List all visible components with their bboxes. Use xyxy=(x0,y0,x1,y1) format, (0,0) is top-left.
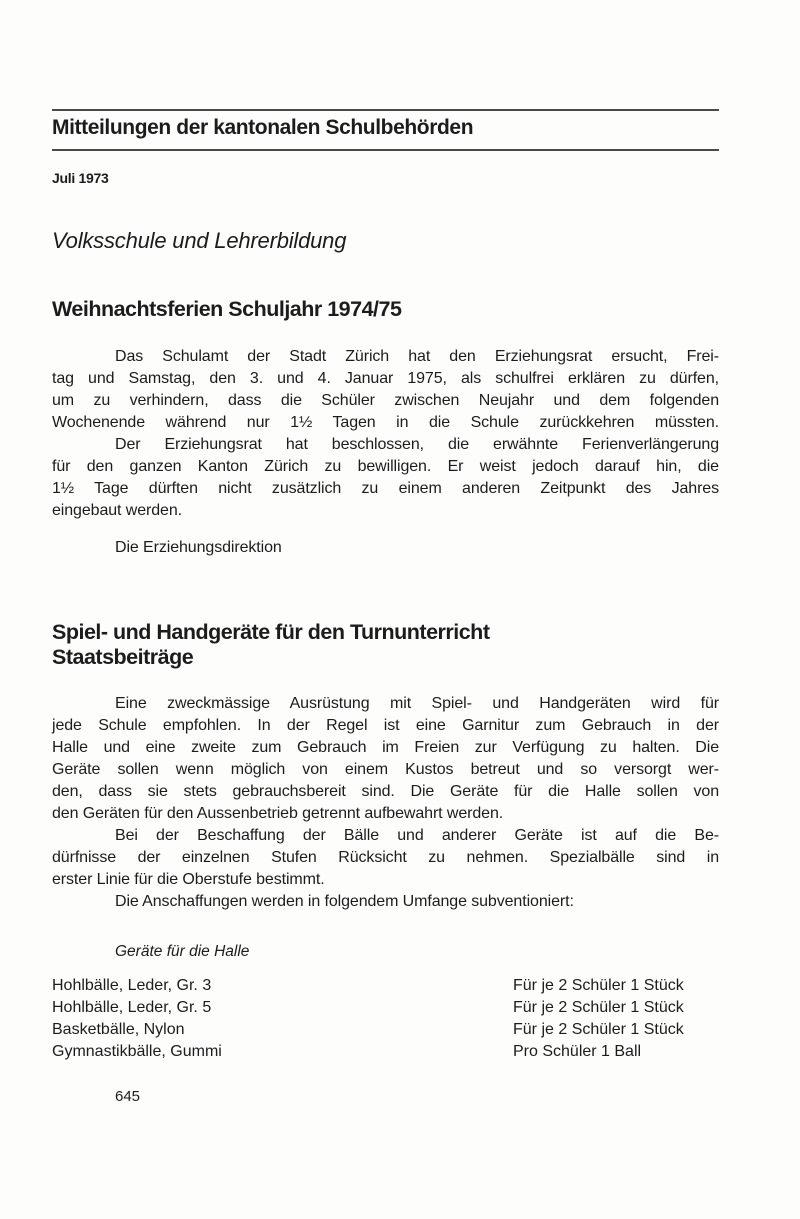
paragraph-line: Eine zweckmässige Ausrüstung mit Spiel- und Handgeräten wird für xyxy=(115,695,719,712)
paragraph-line: um zu verhindern, dass die Schüler zwischen Neujahr und dem folgenden xyxy=(52,392,719,409)
list-title: Geräte für die Halle xyxy=(115,943,250,960)
list-item-allowance: Für je 2 Schüler 1 Stück xyxy=(513,977,684,994)
page-number: 645 xyxy=(115,1088,141,1105)
paragraph-line: Die Anschaffungen werden in folgendem Umfange subventioniert: xyxy=(115,893,574,910)
signature: Die Erziehungsdirektion xyxy=(115,539,282,556)
paragraph-line: Das Schulamt der Stadt Zürich hat den Erziehungsrat ersucht, Frei- xyxy=(115,348,719,365)
list-item-allowance: Für je 2 Schüler 1 Stück xyxy=(513,999,684,1016)
issue-date: Juli 1973 xyxy=(52,170,109,186)
list-item-allowance: Pro Schüler 1 Ball xyxy=(513,1043,642,1060)
paragraph-line: den Geräten für den Aussenbetrieb getrennt aufbewahrt werden. xyxy=(52,805,504,822)
header-title: Mitteilungen der kantonalen Schulbehörden xyxy=(52,116,474,139)
article-subheading: Staatsbeiträge xyxy=(52,645,194,669)
list-item-name: Hohlbälle, Leder, Gr. 5 xyxy=(52,999,212,1016)
list-item-name: Gymnastikbälle, Gummi xyxy=(52,1043,222,1060)
header-bottom-rule xyxy=(52,149,719,151)
paragraph-line: Geräte sollen wenn möglich von einem Kustos betreut und so versorgt wer- xyxy=(52,761,719,778)
paragraph-line: tag und Samstag, den 3. und 4. Januar 1975, als schulfrei erklären zu dürfen, xyxy=(52,370,719,387)
list-item-name: Basketbälle, Nylon xyxy=(52,1021,185,1038)
list-item-allowance: Für je 2 Schüler 1 Stück xyxy=(513,1021,684,1038)
paragraph-line: dürfnisse der einzelnen Stufen Rücksicht zu nehmen. Spezialbälle sind in xyxy=(52,849,719,866)
paragraph-line: für den ganzen Kanton Zürich zu bewilligen. Er weist jedoch darauf hin, die xyxy=(52,458,719,475)
section-label: Volksschule und Lehrerbildung xyxy=(52,228,347,253)
header-top-rule xyxy=(52,109,719,111)
article-heading: Weihnachtsferien Schuljahr 1974/75 xyxy=(52,297,402,321)
list-item-name: Hohlbälle, Leder, Gr. 3 xyxy=(52,977,212,994)
paragraph-line: eingebaut werden. xyxy=(52,502,182,519)
paragraph-line: Der Erziehungsrat hat beschlossen, die erwähnte Ferienverlängerung xyxy=(115,436,719,453)
paragraph-line: den, dass sie stets gebrauchsbereit sind. Die Geräte für die Halle sollen von xyxy=(52,783,719,800)
paragraph-line: Halle und eine zweite zum Gebrauch im Freien zur Verfügung zu halten. Die xyxy=(52,739,719,756)
paragraph-line: 1½ Tage dürften nicht zusätzlich zu einem anderen Zeitpunkt des Jahres xyxy=(52,480,719,497)
article-heading: Spiel- und Handgeräte für den Turnunterricht xyxy=(52,620,490,644)
paragraph-line: Wochenende während nur 1½ Tagen in die Schule zurückkehren müssten. xyxy=(52,414,719,431)
paragraph-line: Bei der Beschaffung der Bälle und anderer Geräte ist auf die Be- xyxy=(115,827,719,844)
paragraph-line: jede Schule empfohlen. In der Regel ist eine Garnitur zum Gebrauch in der xyxy=(52,717,719,734)
paragraph-line: erster Linie für die Oberstufe bestimmt. xyxy=(52,871,325,888)
